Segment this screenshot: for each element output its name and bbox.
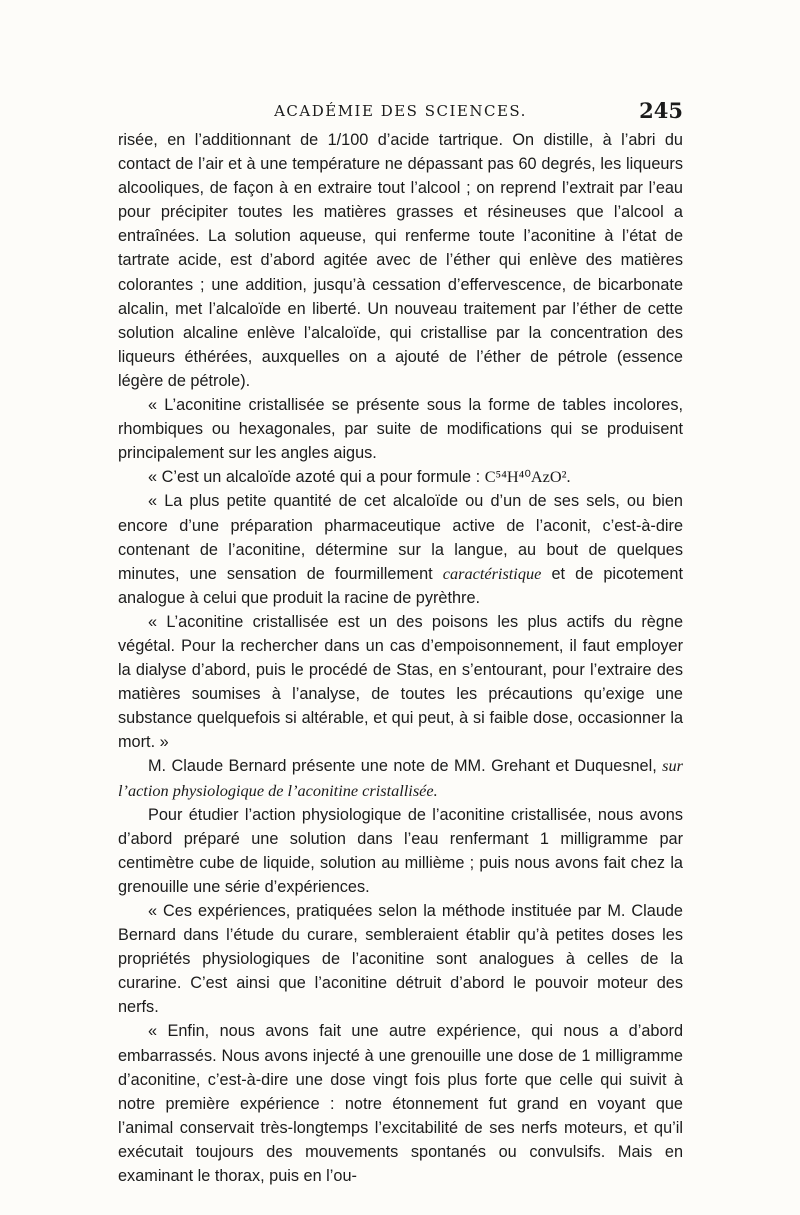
paragraph-7: Pour étudier l’action physiologique de l’aconitine cristallisée, nous avons d’abord préparé une solution dans l’eau renfermant 1 milligramme par centimètre cube de liquide, solution au millième ; puis nous avons fait chez la grenouille une série d’expériences.: [118, 805, 683, 896]
paragraph-6-text: M. Claude Bernard présente une note de MM. Grehant et Duquesnel,: [148, 757, 663, 776]
note-title: sur l’action physiologique de l’aconitine cristallisée.: [118, 756, 683, 800]
paragraph-4-text-b: et de picotement analogue à celui que produit la racine de pyrèthre.: [118, 564, 683, 607]
paragraph-3: [118, 465, 683, 489]
paragraph-2: « L’aconitine cristallisée se présente sous la forme de tables incolores, rhombiques ou hexagonales, par suite de modifications qui se produisent principalement sur les angles aigus.: [118, 396, 683, 463]
paragraph-5: « L’aconitine cristallisée est un des poisons les plus actifs du règne végétal. Pour la rechercher dans un cas d’empoisonnement, il faut employer la dialyse d’abord, puis le procédé de Stas, en s’entourant, pour l’extraire des matières soumises à l’analyse, de toutes les précautions qu’exige une substance quelquefois si altérable, et qui peut, à si faible dose, occasionner la mort. »: [118, 612, 683, 752]
paragraph-1: risée, en l’additionnant de 1/100 d’acide tartrique. On distille, à l’abri du contact de l’air et à une température ne dépassant pas 60 degrés, les liqueurs alcooliques, de façon à en extraire tout l’alcool ; on reprend l’extrait par l’eau pour précipiter toutes les matières grasses et résineuses que l’alcool a entraînées. La solution aqueuse, qui renferme toute l’aconitine à l’état de tartrate acide, est d’abord agitée avec de l’éther qui enlève des matières colorantes ; une addition, jusqu’à cessation d’effervescence, de bicarbonate alcalin, met l’alcaloïde en liberté. Un nouveau traitement par l’éther de cette solution alcaline enlève l’alcaloïde, qui cristallise par la concentration des liqueurs éthérées, auxquelles on a ajouté de l’éther de pétrole (essence légère de pétrole).: [118, 131, 683, 390]
paragraph-6: [118, 754, 683, 802]
page-number: 245: [639, 98, 683, 123]
paragraph-4: [118, 489, 683, 609]
paragraph-9: « Enfin, nous avons fait une autre expérience, qui nous a d’abord embarrassés. Nous avons injecté à une grenouille une dose de 1 milligramme d’aconitine, c’est-à-dire une dose vingt fois plus forte que celle qui suivit à notre première expérience : notre étonnement fut grand en voyant que l’animal conservait très-longtemps l’excitabilité de ses nerfs moteurs, et qu’il exécutait toujours des mouvements spontanés ou convulsifs. Mais en examinant le thorax, puis en l’ou-: [118, 1022, 683, 1186]
body-text: [118, 128, 683, 1188]
running-header: [118, 98, 683, 126]
paragraph-3-text: « C’est un alcaloïde azoté qui a pour formule :: [148, 468, 485, 487]
running-title: ACADÉMIE DES SCIENCES.: [274, 102, 527, 120]
paragraph-4-italic: caractéristique: [442, 563, 542, 583]
paragraph-4-text-a: « La plus petite quantité de cet alcaloïde ou d’un de ses sels, ou bien encore d’une préparation pharmaceutique active de l’aconit, c’est-à-dire contenant de l’aconitine, détermine sur la langue, au bout de quelques minutes, une sensation de fourmillement: [118, 492, 683, 583]
paragraph-8: « Ces expériences, pratiquées selon la méthode instituée par M. Claude Bernard dans l’étude du curare, sembleraient établir qu’à petites doses les propriétés physiologiques de l’aconitine sont analogues à celles de la curarine. C’est ainsi que l’aconitine détruit d’abord le pouvoir moteur des nerfs.: [118, 902, 683, 1017]
chemical-formula: C⁵⁴H⁴⁰AzO².: [484, 467, 571, 487]
